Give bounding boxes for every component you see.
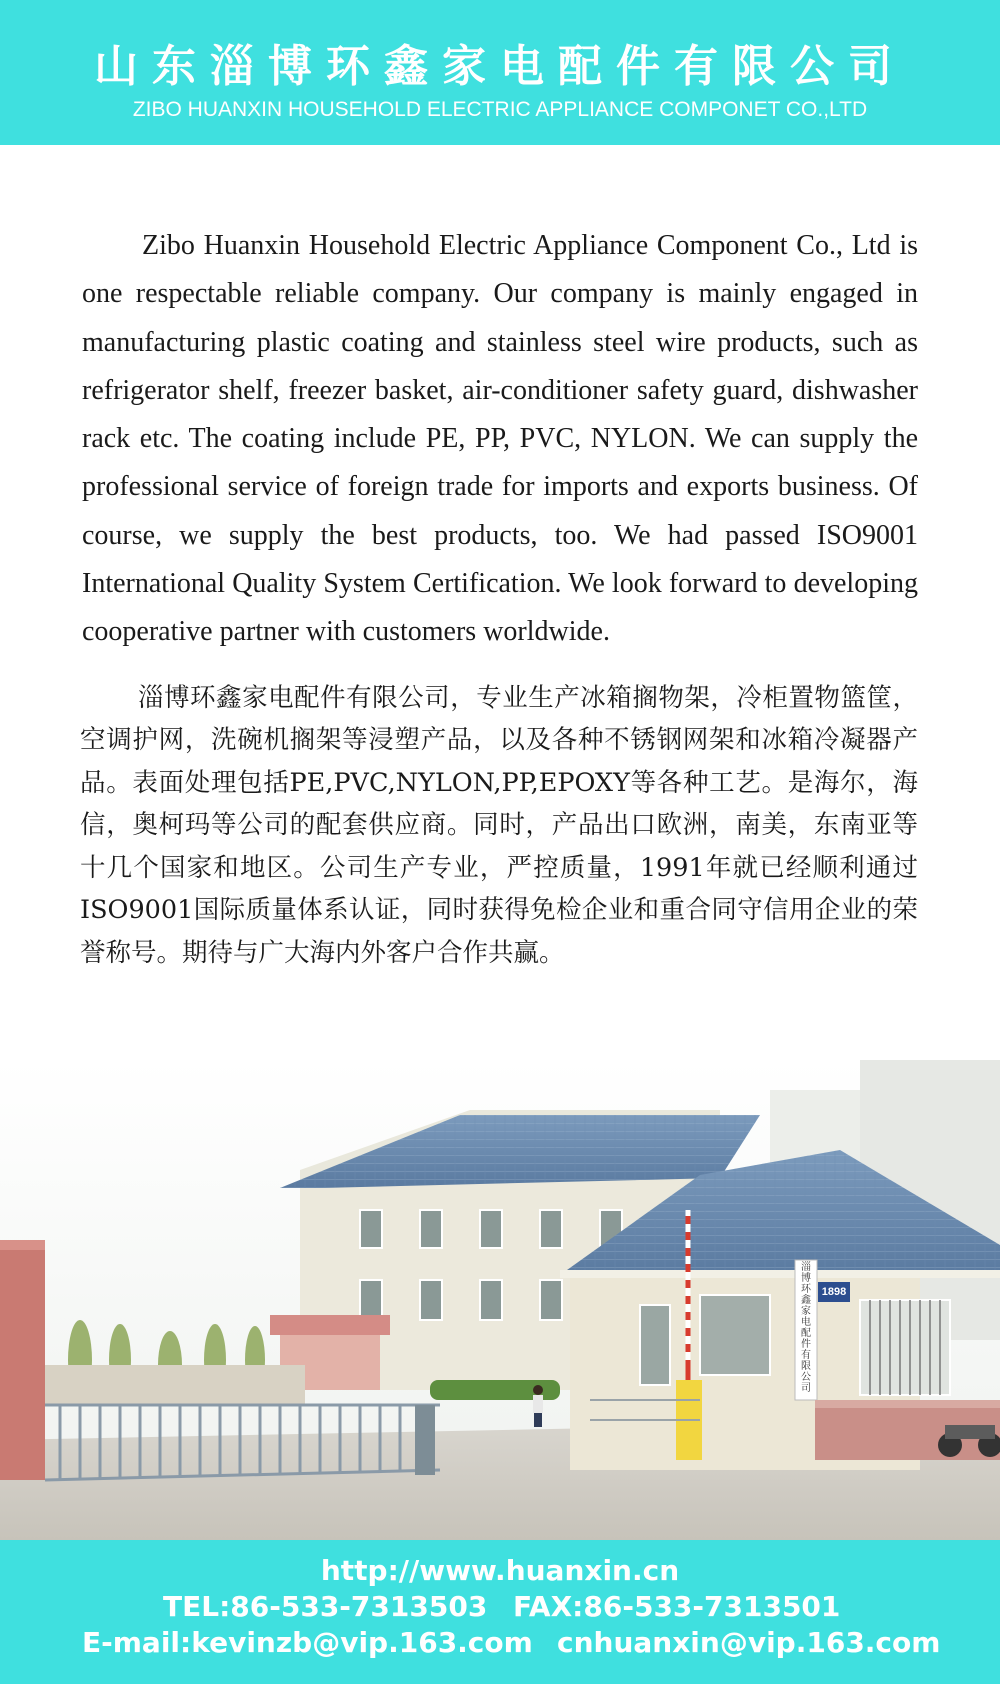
header-band [0, 0, 1000, 145]
company-title-chinese: 山东淄博环鑫家电配件有限公司 [94, 41, 906, 92]
factory-photo [0, 1060, 1000, 1540]
company-title-english: ZIBO HUANXIN HOUSEHOLD ELECTRIC APPLIANCE COMPONET CO.,LTD [132, 98, 868, 121]
email-primary[interactable]: E-mail:kevinzb@vip.163.com [82, 1626, 533, 1659]
contact-footer [0, 1540, 1000, 1684]
intro-paragraph-english: Zibo Huanxin Household Electric Appliance Component Co., Ltd is one respectable reliable company. Our company is mainly engaged in manufacturing plastic coating and stainless steel wire products, such as refrigerator shelf, freezer basket, air-conditioner safety guard, dishwasher rack etc. The coating include PE, PP, PVC, NYLON. We can supply the professional service of foreign trade for imports and exports business. Of course, we supply the best products, too. We had passed ISO9001 International Quality System Certification. We look forward to developing cooperative partner with customers worldwide. [82, 230, 918, 648]
fax-number: FAX:86-533-7313501 [513, 1590, 841, 1623]
company-introduction [82, 222, 918, 974]
website-link[interactable]: http://www.huanxin.cn [320, 1554, 680, 1587]
telephone-number: TEL:86-533-7313503 [163, 1590, 488, 1623]
gatehouse-signboard: 淄博环鑫家电配件有限公司 [801, 1262, 811, 1394]
email-secondary[interactable]: cnhuanxin@vip.163.com [557, 1626, 941, 1659]
intro-paragraph-chinese: 淄博环鑫家电配件有限公司，专业生产冰箱搁物架，冷柜置物篮筐，空调护网，洗碗机搁架等浸塑产品，以及各种不锈钢网架和冰箱冷凝器产品。表面处理包括PE,PVC,NYLON,PP,EPOXY等各种工艺。是海尔，海信，奥柯玛等公司的配套供应商。同时，产品出口欧洲，南美，东南亚等十几个国家和地区。公司生产专业，严控质量，1991年就已经顺利通过ISO9001国际质量体系认证，同时获得免检企业和重合同守信用企业的荣誉称号。期待与广大海内外客户合作共赢。 [80, 682, 918, 968]
house-number-plate: 1898 [821, 1286, 847, 1298]
